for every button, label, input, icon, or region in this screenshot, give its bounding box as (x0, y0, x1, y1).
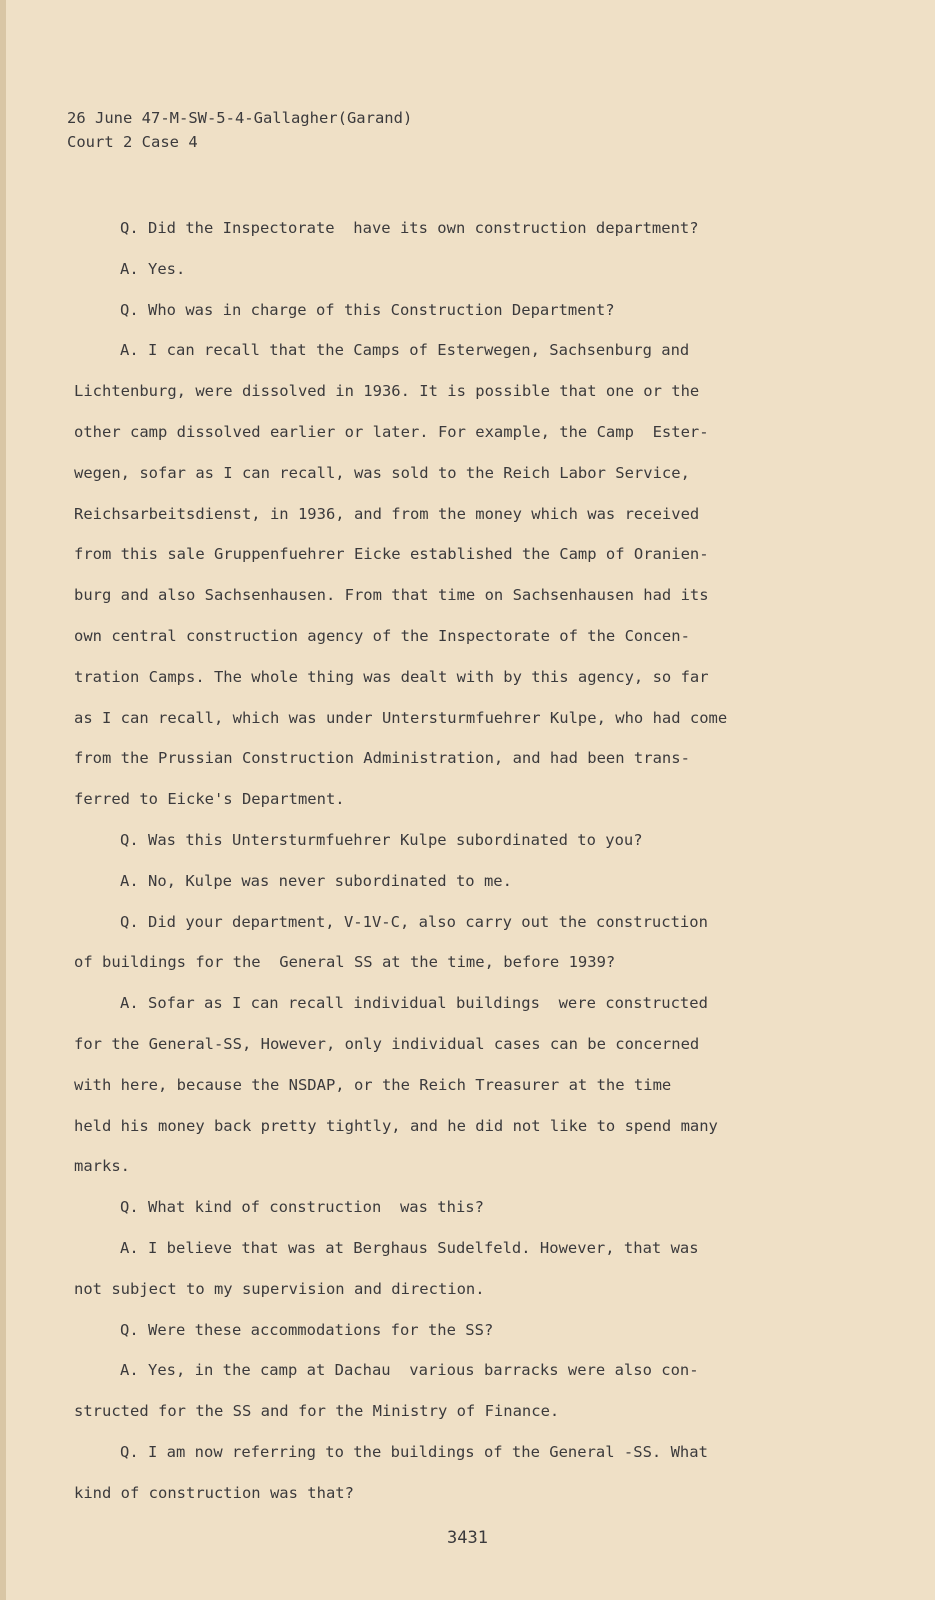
page-number: 3431 (447, 1528, 488, 1548)
transcript-line: of buildings for the General SS at the time, before 1939? (74, 953, 616, 972)
transcript-line: marks. (74, 1157, 130, 1176)
transcript-line: not subject to my supervision and direction. (74, 1279, 485, 1298)
transcript-line: wegen, sofar as I can recall, was sold to the Reich Labor Service, (74, 463, 690, 482)
transcript-line: Lichtenburg, were dissolved in 1936. It is possible that one or the (74, 382, 700, 401)
transcript-line: for the General-SS, However, only individual cases can be concerned (74, 1034, 700, 1053)
transcript-line: A. No, Kulpe was never subordinated to me. (120, 871, 512, 890)
transcript-line: A. I believe that was at Berghaus Sudelfeld. However, that was (120, 1238, 699, 1257)
transcript-line: Q. Who was in charge of this Construction Department? (120, 300, 615, 319)
transcript-line: burg and also Sachsenhausen. From that time on Sachsenhausen had its (74, 586, 709, 605)
transcript-line: held his money back pretty tightly, and he did not like to spend many (74, 1116, 718, 1135)
transcript-line: from the Prussian Construction Administration, and had been trans- (74, 749, 690, 768)
document-header (67, 106, 412, 154)
transcript-line: Reichsarbeitsdienst, in 1936, and from the money which was received (74, 504, 700, 523)
transcript-line: as I can recall, which was under Untersturmfuehrer Kulpe, who had come (74, 708, 728, 727)
transcript-line: A. Yes, in the camp at Dachau various barracks were also con- (120, 1361, 699, 1380)
transcript-line: from this sale Gruppenfuehrer Eicke established the Camp of Oranien- (74, 545, 709, 564)
transcript-line: tration Camps. The whole thing was dealt with by this agency, so far (74, 667, 709, 686)
transcript-line: own central construction agency of the Inspectorate of the Concen- (74, 626, 690, 645)
transcript-line: A. I can recall that the Camps of Esterwegen, Sachsenburg and (120, 341, 690, 360)
transcript-line: structed for the SS and for the Ministry of Finance. (74, 1402, 560, 1421)
header-reference-line: 26 June 47-M-SW-5-4-Gallagher(Garand) (67, 109, 413, 127)
transcript-line: kind of construction was that? (74, 1483, 354, 1502)
transcript-line: Q. Was this Untersturmfuehrer Kulpe subordinated to you? (120, 830, 643, 849)
transcript-line: ferred to Eicke's Department. (74, 790, 345, 809)
transcript-line: with here, because the NSDAP, or the Reich Treasurer at the time (74, 1075, 672, 1094)
header-court-case-line: Court 2 Case 4 (67, 133, 198, 151)
transcript-line: Q. What kind of construction was this? (120, 1198, 484, 1217)
transcript-line: Q. I am now referring to the buildings of the General -SS. What (120, 1442, 708, 1461)
transcript-line: A. Yes. (120, 259, 186, 278)
transcript-line: Q. Were these accommodations for the SS? (120, 1320, 494, 1339)
transcript-body (74, 208, 804, 1514)
transcript-line: Q. Did the Inspectorate have its own construction department? (120, 219, 699, 237)
transcript-line: Q. Did your department, V-1V-C, also carry out the construction (120, 912, 708, 931)
transcript-line: other camp dissolved earlier or later. For example, the Camp Ester- (74, 422, 709, 441)
transcript-line: A. Sofar as I can recall individual buildings were constructed (120, 994, 708, 1013)
